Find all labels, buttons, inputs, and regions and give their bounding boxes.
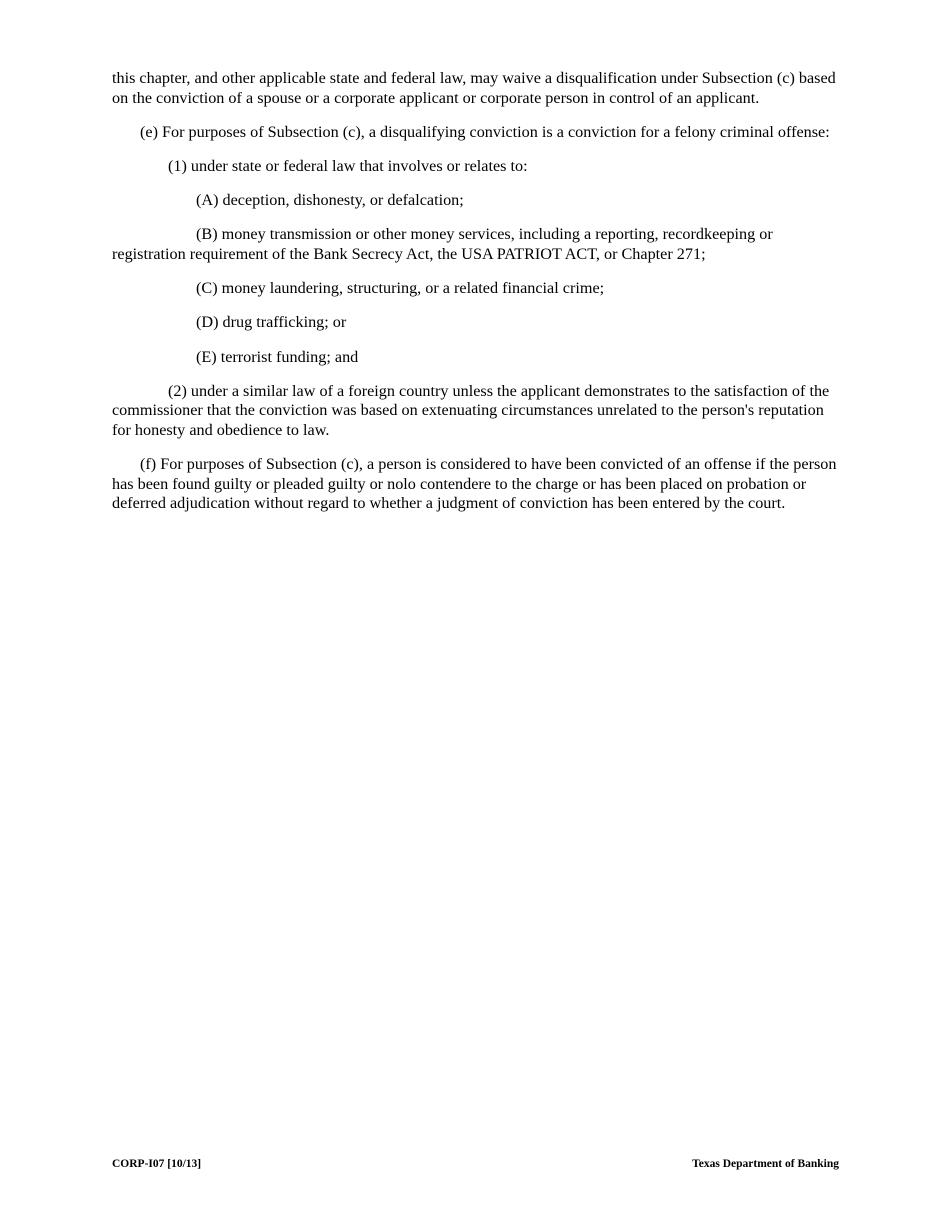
footer-agency: Texas Department of Banking [692, 1158, 839, 1170]
footer-form-id: CORP-I07 [10/13] [112, 1158, 202, 1170]
document-body [112, 69, 840, 528]
paragraph-subsection-f: (f) For purposes of Subsection (c), a person is considered to have been convicted of an offense if the person has been found guilty or pleaded guilty or nolo contendere to the charge or has been placed on probation or deferred adjudication without regard to whether a judgment of conviction has been entered by the court. [112, 455, 837, 513]
list-item-e: (E) terrorist funding; and [196, 347, 359, 366]
paragraph-subsection-e: (e) For purposes of Subsection (c), a disqualifying conviction is a conviction for a felony criminal offense: [140, 122, 830, 141]
list-item-a: (A) deception, dishonesty, or defalcation; [196, 191, 464, 210]
list-item-d: (D) drug trafficking; or [196, 313, 347, 332]
list-item-c: (C) money laundering, structuring, or a related financial crime; [196, 279, 605, 298]
list-item-b: (B) money transmission or other money services, including a reporting, recordkeeping or registration requirement of the Bank Secrecy Act, the USA PATRIOT ACT, or Chapter 271; [112, 225, 773, 263]
paragraph-continuation: this chapter, and other applicable state and federal law, may waive a disqualification under Subsection (c) based on the conviction of a spouse or a corporate applicant or corporate person in control of an applicant. [112, 69, 836, 107]
list-item-2: (2) under a similar law of a foreign country unless the applicant demonstrates to the satisfaction of the commissioner that the conviction was based on extenuating circumstances unrelated to the person's reputation for honesty and obedience to law. [112, 381, 830, 439]
list-item-1: (1) under state or federal law that involves or relates to: [168, 156, 528, 175]
